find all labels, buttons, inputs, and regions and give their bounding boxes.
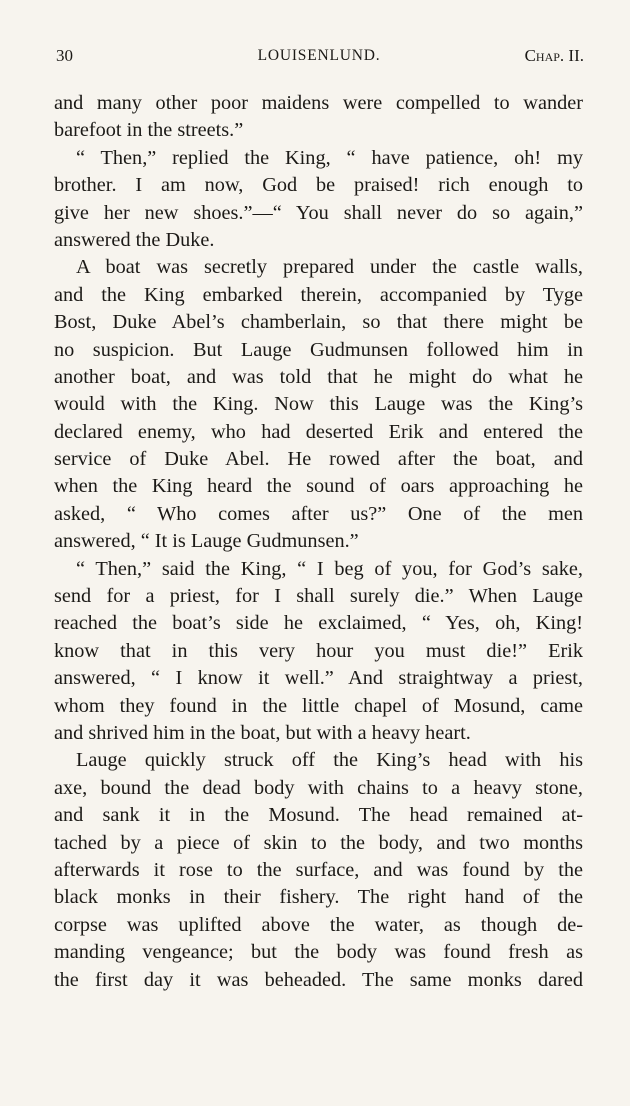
text-line: axe, bound the dead body with chains to a heavy stone, [54,776,583,799]
text-line: know that in this very hour you must die!” Erik [54,639,583,662]
text-line: reached the boat’s side he exclaimed, “ Yes, oh, King! [54,612,583,635]
text-line: whom they found in the little chapel of Mosund, came [54,694,583,717]
text-line: and shrived him in the boat, but with a heavy heart. [54,721,471,744]
text-line: send for a priest, for I shall surely die.” When Lauge [54,585,583,608]
text-line: answered, “ It is Lauge Gudmunsen.” [54,530,359,553]
text-line: barefoot in the streets.” [54,119,244,142]
text-line: would with the King. Now this Lauge was the King’s [54,393,583,416]
text-line: give her new shoes.”—“ You shall never do so again,” [54,201,583,224]
text-line: service of Duke Abel. He rowed after the boat, and [54,448,583,471]
text-line: and the King embarked therein, accompanied by Tyge [54,283,583,306]
text-line: Bost, Duke Abel’s chamberlain, so that there might be [54,311,583,334]
text-line: declared enemy, who had deserted Erik and entered the [54,420,583,443]
text-line: and sank it in the Mosund. The head remained at- [54,804,583,827]
body-text [54,90,583,994]
text-line: afterwards it rose to the surface, and was found by the [54,858,583,881]
text-line: the first day it was beheaded. The same monks dared [54,968,583,991]
running-title: LOUISENLUND. [257,47,381,64]
text-line: “ Then,” said the King, “ I beg of you, for God’s sake, [76,557,583,580]
page-number: 30 [56,46,73,65]
text-line: Lauge quickly struck off the King’s head with his [76,749,583,772]
text-line: asked, “ Who comes after us?” One of the men [54,502,583,525]
text-line: black monks in their fishery. The right hand of the [54,886,583,909]
text-line: and many other poor maidens were compelled to wander [54,92,583,114]
text-line: another boat, and was told that he might do what he [54,365,583,388]
running-header [54,46,584,72]
text-line: answered, “ I know it well.” And straightway a priest, [54,667,583,690]
text-line: when the King heard the sound of oars approaching he [54,475,583,498]
chapter-label: Chap. II. [524,46,584,65]
text-line: corpse was uplifted above the water, as though de- [54,913,583,936]
text-line: A boat was secretly prepared under the castle walls, [76,256,583,279]
text-line: tached by a piece of skin to the body, and two months [54,831,583,854]
text-line: brother. I am now, God be praised! rich enough to [54,174,583,197]
text-line: answered the Duke. [54,228,215,251]
text-line: “ Then,” replied the King, “ have patience, oh! my [76,146,583,169]
text-line: manding vengeance; but the body was found fresh as [54,941,583,964]
text-line: no suspicion. But Lauge Gudmunsen followed him in [54,338,583,361]
